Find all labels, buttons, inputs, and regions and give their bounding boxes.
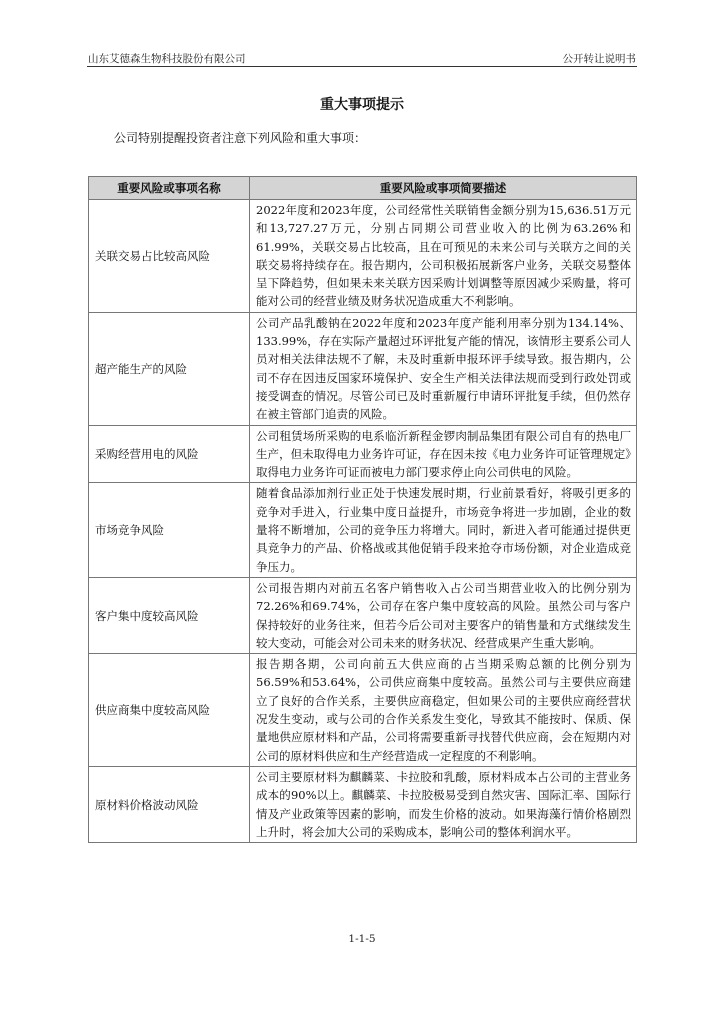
risk-name: 原材料价格波动风险 — [89, 766, 250, 842]
table-row — [89, 654, 637, 767]
risk-description: 2022年度和2023年度，公司经常性关联销售金额分别为15,636.51万元和13,727.27万元，分别占同期公司营业收入的比例为63.26%和61.99%，关联交易占比较高，且在可预见的未来公司与关联方之间的关联交易将持续存在。报告期内，公司积极拓展新客户业务，关联交易整体呈下降趋势，但如果未来关联方因采购计划调整等原因减少采购量，将可能对公司的经营业绩及财务状况造成重大不利影响。 — [250, 200, 637, 313]
column-header-description: 重要风险或事项简要描述 — [250, 177, 637, 200]
risk-name: 关联交易占比较高风险 — [89, 200, 250, 313]
risk-description: 公司产品乳酸钠在2022年度和2023年度产能利用率分别为134.14%、133.99%，存在实际产量超过环评批复产能的情况，该情形主要系公司人员对相关法律法规不了解，未及时重新申报环评手续导致。报告期内，公司不存在因违反国家环境保护、安全生产相关法律法规而受到行政处罚或接受调查的情况。尽管公司已及时重新履行申请环评批复手续，但仍然存在被主管部门追责的风险。 — [250, 312, 637, 425]
risk-name: 采购经营用电的风险 — [89, 425, 250, 483]
table-row — [89, 200, 637, 313]
risk-description: 公司报告期内对前五名客户销售收入占公司当期营业收入的比例分别为72.26%和69.74%，公司存在客户集中度较高的风险。虽然公司与客户保持较好的业务往来，但若今后公司对主要客户的销售量和方式继续发生较大变动，可能会对公司未来的财务状况、经营成果产生重大影响。 — [250, 577, 637, 653]
risk-table — [88, 176, 637, 843]
document-type: 公开转让说明书 — [562, 53, 636, 65]
table-row — [89, 766, 637, 842]
table-row — [89, 312, 637, 425]
risk-description: 随着食品添加剂行业正处于快速发展时期，行业前景看好，将吸引更多的竞争对手进入，行业集中度日益提升，市场竞争将进一步加剧，企业的数量将不断增加，公司的竞争压力将增大。同时，新进入者可能通过提供更具竞争力的产品、价格战或其他促销手段来抢夺市场份额，对企业造成竞争压力。 — [250, 483, 637, 577]
table-row — [89, 577, 637, 653]
risk-name: 超产能生产的风险 — [89, 312, 250, 425]
page-title: 重大事项提示 — [320, 97, 404, 113]
risk-description: 报告期各期，公司向前五大供应商的占当期采购总额的比例分别为56.59%和53.64%，公司供应商集中度较高。虽然公司与主要供应商建立了良好的合作关系，主要供应商稳定，但如果公司的主要供应商经营状况发生变动，或与公司的合作关系发生变化，导致其不能按时、保质、保量地供应原材料和产品，公司将需要重新寻找替代供应商，会在短期内对公司的原材料供应和生产经营造成一定程度的不利影响。 — [250, 654, 637, 767]
column-header-name: 重要风险或事项名称 — [89, 177, 250, 200]
risk-description: 公司主要原材料为麒麟菜、卡拉胶和乳酸，原材料成本占公司的主营业务成本的90%以上。麒麟菜、卡拉胶极易受到自然灾害、国际汇率、国际行情及产业政策等因素的影响，而发生价格的波动。如果海藻行情价格剧烈上升时，将会加大公司的采购成本，影响公司的整体利润水平。 — [250, 766, 637, 842]
company-name: 山东艾德森生物科技股份有限公司 — [88, 53, 246, 65]
risk-description: 公司租赁场所采购的电系临沂新程金锣肉制品集团有限公司自有的热电厂生产，但未取得电力业务许可证，存在因未按《电力业务许可证管理规定》取得电力业务许可证而被电力部门要求停止向公司供电的风险。 — [250, 425, 637, 483]
page-number: 1-1-5 — [348, 933, 376, 945]
table-row — [89, 483, 637, 577]
risk-name: 供应商集中度较高风险 — [89, 654, 250, 767]
table-row — [89, 425, 637, 483]
intro-paragraph: 公司特别提醒投资者注意下列风险和重大事项： — [114, 131, 367, 145]
risk-name: 客户集中度较高风险 — [89, 577, 250, 653]
table-header-row — [89, 177, 637, 200]
page-header — [87, 50, 637, 67]
risk-name: 市场竞争风险 — [89, 483, 250, 577]
